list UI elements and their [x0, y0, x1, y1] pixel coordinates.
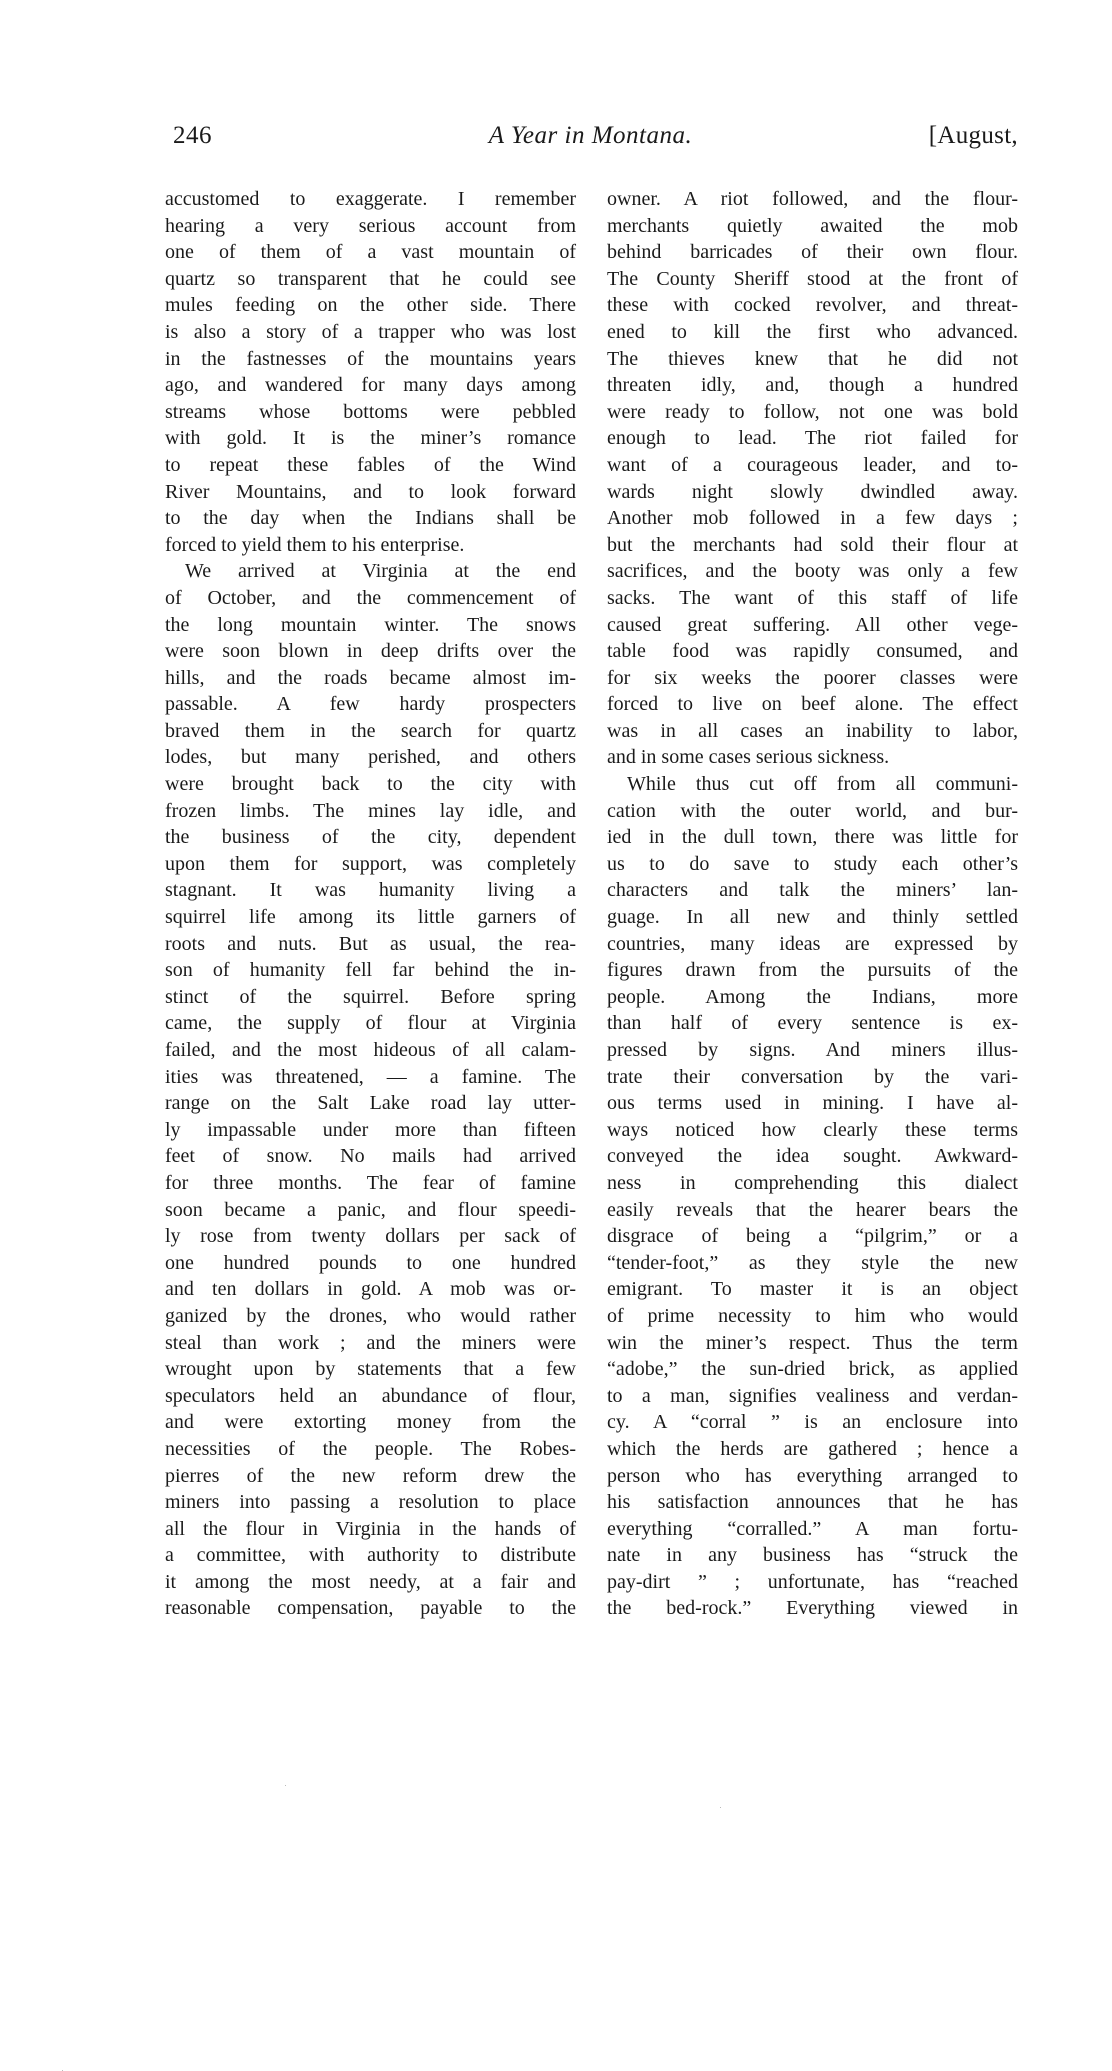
text-line: ness in comprehending this dialect [607, 1171, 1018, 1194]
text-line: steal than work ; and the miners were [165, 1331, 576, 1354]
text-line: emigrant. To master it is an object [607, 1278, 1018, 1301]
text-line: countries, many ideas are expressed by [607, 932, 1018, 955]
text-line: of prime necessity to him who would [607, 1304, 1018, 1327]
text-line: than half of every sentence is ex- [607, 1012, 1018, 1035]
text-line: the long mountain winter. The snows [165, 613, 576, 636]
text-line: and were extorting money from the [165, 1411, 576, 1434]
text-line: which the herds are gathered ; hence a [607, 1437, 1018, 1460]
text-line: miners into passing a resolution to place [165, 1491, 576, 1514]
text-line: and in some cases serious sickness. [607, 746, 890, 769]
text-line: to repeat these fables of the Wind [165, 453, 576, 476]
text-line: We arrived at Virginia at the end [185, 560, 576, 583]
text-line: owner. A riot followed, and the flour- [607, 188, 1018, 210]
scan-speck [720, 1807, 721, 1808]
text-line: a committee, with authority to distribute [165, 1544, 576, 1567]
text-line: ened to kill the first who advanced. [607, 320, 1018, 343]
text-line: sacrifices, and the booty was only a few [607, 560, 1018, 583]
text-line: pressed by signs. And miners illus- [607, 1039, 1018, 1061]
text-line: guage. In all new and thinly settled [607, 906, 1018, 929]
text-line: it among the most needy, at a fair and [165, 1570, 576, 1593]
text-line: sacks. The want of this staff of life [607, 586, 1018, 609]
text-line: range on the Salt Lake road lay utter- [165, 1092, 576, 1115]
text-line: squirrel life among its little garners of [165, 906, 576, 929]
text-line: ous terms used in mining. I have al- [607, 1092, 1018, 1115]
text-line: The County Sheriff stood at the front of [607, 267, 1018, 290]
text-line: with gold. It is the miner’s romance [165, 427, 576, 450]
text-line: ities was threatened, — a famine. The [165, 1065, 576, 1088]
text-line: forced to live on beef alone. The effect [607, 693, 1018, 716]
text-line: mules feeding on the other side. There [165, 294, 576, 317]
text-line: came, the supply of flour at Virginia [165, 1012, 576, 1035]
text-line: son of humanity fell far behind the in- [165, 959, 576, 982]
text-line: these with cocked revolver, and threat- [607, 294, 1018, 317]
text-line: one of them of a vast mountain of [165, 241, 576, 264]
scan-speck [285, 1785, 286, 1786]
text-line: ago, and wandered for many days among [165, 374, 576, 397]
text-line: for three months. The fear of famine [165, 1171, 576, 1194]
text-line: in the fastnesses of the mountains years [165, 347, 576, 370]
text-line: and ten dollars in gold. A mob was or- [165, 1278, 576, 1301]
text-line: While thus cut off from all communi- [627, 773, 1018, 796]
text-line: people. Among the Indians, more [607, 985, 1018, 1008]
text-line: but the merchants had sold their flour at [607, 533, 1018, 556]
text-line: disgrace of being a “pilgrim,” or a [607, 1225, 1018, 1248]
text-line: trate their conversation by the vari- [607, 1065, 1018, 1088]
text-line: easily reveals that the hearer bears the [607, 1198, 1018, 1221]
text-line: ied in the dull town, there was little for [607, 826, 1018, 849]
text-line: lodes, but many perished, and others [165, 746, 576, 769]
text-line: feet of snow. No mails had arrived [165, 1145, 576, 1168]
text-line: wrought upon by statements that a few [165, 1358, 576, 1381]
text-line: necessities of the people. The Robes- [165, 1437, 576, 1460]
page-header [163, 122, 1018, 162]
text-line: failed, and the most hideous of all calam- [165, 1039, 576, 1061]
text-line: accustomed to exaggerate. I remember [165, 188, 576, 210]
text-line: enough to lead. The riot failed for [607, 427, 1018, 450]
text-line: caused great suffering. All other vege- [607, 613, 1018, 636]
text-line: for six weeks the poorer classes were [607, 666, 1018, 689]
text-line: braved them in the search for quartz [165, 719, 576, 742]
text-line: conveyed the idea sought. Awkward- [607, 1145, 1018, 1168]
text-line: “tender-foot,” as they style the new [607, 1251, 1018, 1274]
text-line: “adobe,” the sun-dried brick, as applied [607, 1358, 1018, 1381]
text-line: streams whose bottoms were pebbled [165, 400, 576, 423]
text-line: hearing a very serious account from [165, 214, 576, 237]
text-line: stagnant. It was humanity living a [165, 879, 576, 902]
text-line: win the miner’s respect. Thus the term [607, 1331, 1018, 1354]
text-line: everything “corralled.” A man fortu- [607, 1517, 1018, 1540]
text-line: nate in any business has “struck the [607, 1544, 1018, 1567]
text-line: us to do save to study each other’s [607, 852, 1018, 875]
text-line: ly impassable under more than fifteen [165, 1118, 576, 1141]
text-line: stinct of the squirrel. Before spring [165, 985, 576, 1008]
text-line: cy. A “corral ” is an enclosure into [607, 1411, 1018, 1434]
text-line: the bed-rock.” Everything viewed in [607, 1597, 1018, 1620]
left-column [165, 186, 576, 1622]
text-line: his satisfaction announces that he has [607, 1491, 1018, 1514]
text-line: threaten idly, and, though a hundred [607, 374, 1018, 397]
text-line: passable. A few hardy prospecters [165, 693, 576, 716]
section-marker: [August, [928, 122, 1018, 149]
text-line: merchants quietly awaited the mob [607, 214, 1018, 237]
text-line: wards night slowly dwindled away. [607, 480, 1018, 503]
text-line: behind barricades of their own flour. [607, 241, 1018, 264]
text-line: River Mountains, and to look forward [165, 480, 576, 503]
text-line: to the day when the Indians shall be [165, 507, 576, 530]
text-line: was in all cases an inability to labor, [607, 719, 1018, 742]
text-line: pay-dirt ” ; unfortunate, has “reached [607, 1570, 1018, 1593]
text-line: frozen limbs. The mines lay idle, and [165, 799, 576, 822]
text-line: cation with the outer world, and bur- [607, 799, 1018, 822]
text-line: were brought back to the city with [165, 773, 576, 796]
page-number: 246 [173, 122, 212, 149]
text-line: one hundred pounds to one hundred [165, 1251, 576, 1274]
text-line: want of a courageous leader, and to- [607, 453, 1018, 476]
text-line: reasonable compensation, payable to the [165, 1597, 576, 1620]
running-title: A Year in Montana. [488, 122, 693, 149]
text-line: Another mob followed in a few days ; [607, 507, 1018, 530]
text-line: of October, and the commencement of [165, 586, 576, 609]
text-line: person who has everything arranged to [607, 1464, 1018, 1487]
text-line: were ready to follow, not one was bold [607, 400, 1018, 423]
text-line: ly rose from twenty dollars per sack of [165, 1225, 576, 1248]
text-line: the business of the city, dependent [165, 826, 576, 849]
text-line: forced to yield them to his enterprise. [165, 533, 465, 556]
text-line: pierres of the new reform drew the [165, 1464, 576, 1487]
text-line: were soon blown in deep drifts over the [165, 640, 576, 663]
text-line: figures drawn from the pursuits of the [607, 959, 1018, 982]
text-line: table food was rapidly consumed, and [607, 640, 1018, 663]
text-line: The thieves knew that he did not [607, 347, 1018, 370]
text-line: soon became a panic, and flour speedi- [165, 1198, 576, 1221]
text-line: roots and nuts. But as usual, the rea- [165, 932, 576, 955]
text-line: upon them for support, was completely [165, 852, 576, 875]
text-line: is also a story of a trapper who was lost [165, 320, 576, 343]
text-line: speculators held an abundance of flour, [165, 1384, 576, 1407]
text-line: ways noticed how clearly these terms [607, 1118, 1018, 1141]
text-line: characters and talk the miners’ lan- [607, 879, 1018, 902]
text-line: quartz so transparent that he could see [165, 267, 576, 290]
right-column [607, 186, 1018, 1622]
text-line: all the flour in Virginia in the hands of [165, 1517, 576, 1540]
text-line: hills, and the roads became almost im- [165, 666, 576, 689]
text-line: ganized by the drones, who would rather [165, 1304, 576, 1327]
text-line: to a man, signifies vealiness and verdan- [607, 1384, 1018, 1407]
